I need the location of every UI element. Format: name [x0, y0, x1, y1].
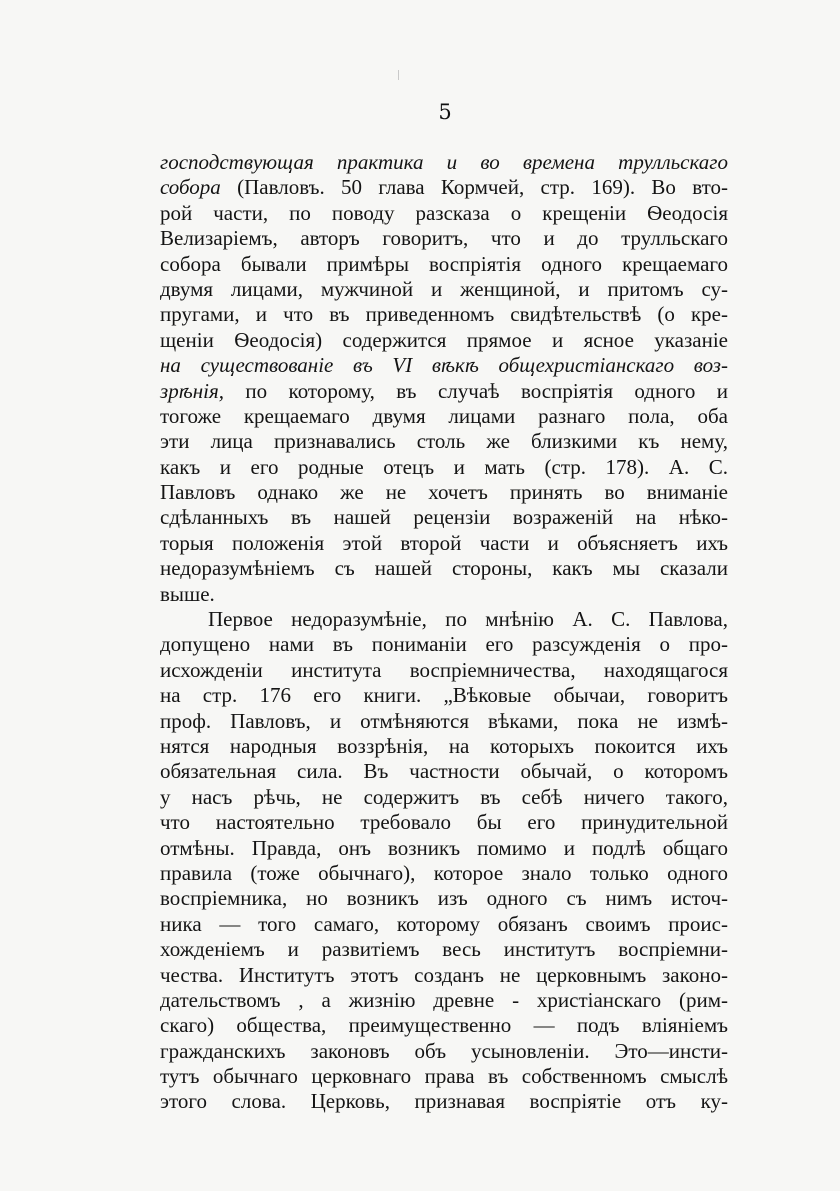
- text-line: [160, 429, 728, 454]
- text-segment: на стр. 176 его книги. „Вѣковые обычаи, говоритъ: [160, 683, 728, 708]
- text-segment: какъ и его родные отецъ и мать (стр. 178). А. С.: [160, 454, 728, 479]
- text-segment: пругами, и что въ приведенномъ свидѣтельствѣ (о кре-: [160, 302, 728, 327]
- italic-text-segment: на существованіе въ VI вѣкѣ общехристіанскаго воз-: [160, 353, 728, 378]
- text-line: [160, 582, 728, 607]
- text-line: [160, 709, 728, 734]
- text-line: [160, 201, 728, 226]
- text-line: [160, 810, 728, 835]
- text-line: [160, 175, 728, 200]
- body-text: [160, 150, 728, 1115]
- text-line: [160, 1039, 728, 1064]
- text-segment: допущено нами въ пониманіи его разсужденія о про-: [160, 632, 728, 657]
- text-line: [160, 963, 728, 988]
- page-number: 5: [438, 100, 452, 124]
- text-line: [160, 531, 728, 556]
- text-line: [160, 861, 728, 886]
- text-segment: недоразумѣніемъ съ нашей стороны, какъ мы сказали: [160, 556, 728, 581]
- text-segment: обязательная сила. Въ частности обычай, о которомъ: [160, 759, 728, 784]
- text-line: [160, 404, 728, 429]
- text-segment: исхожденіи института воспріемничества, находящагося: [160, 657, 728, 682]
- text-line: [160, 480, 728, 505]
- text-segment: торыя положенія этой второй части и объясняетъ ихъ: [160, 530, 728, 555]
- text-line: [160, 836, 728, 861]
- text-segment: рой части, по поводу разсказа о крещеніи Ѳеодосія: [160, 200, 728, 225]
- text-segment: ника — того самаго, которому обязанъ своимъ проис-: [160, 911, 728, 936]
- text-line: [160, 505, 728, 530]
- text-segment: у насъ рѣчь, не содержитъ въ себѣ ничего такого,: [160, 784, 728, 809]
- text-line: [160, 937, 728, 962]
- text-segment: двумя лицами, мужчиной и женщиной, и притомъ су-: [160, 276, 728, 301]
- text-segment: щеніи Ѳеодосія) содержится прямое и ясное указаніе: [160, 327, 728, 352]
- text-segment: отмѣны. Правда, онъ возникъ помимо и подлѣ общаго: [160, 835, 728, 860]
- text-line: [160, 379, 728, 404]
- text-line: [160, 302, 728, 327]
- text-line: [160, 252, 728, 277]
- text-segment: Павловъ однако же не хочетъ принять во вниманіе: [160, 480, 728, 505]
- scan-mark: [398, 70, 399, 80]
- text-line: [160, 353, 728, 378]
- text-line: [160, 226, 728, 251]
- text-segment: выше.: [160, 581, 215, 606]
- text-line: [160, 683, 728, 708]
- text-segment: дательствомъ , а жизнію древне - христіанскаго (рим-: [160, 987, 728, 1012]
- text-line: [160, 632, 728, 657]
- text-segment: хожденіемъ и развитіемъ весь институтъ воспріемни-: [160, 937, 728, 962]
- text-line: [160, 988, 728, 1013]
- text-segment: воспріемника, но возникъ изъ одного съ нимъ источ-: [160, 886, 728, 911]
- text-line: [160, 328, 728, 353]
- italic-text-segment: собора: [160, 175, 221, 200]
- text-line: [160, 277, 728, 302]
- text-line: [160, 759, 728, 784]
- text-segment: нятся народныя воззрѣнія, на которыхъ покоится ихъ: [160, 733, 728, 758]
- text-line: [160, 556, 728, 581]
- text-segment: тутъ обычнаго церковнаго права въ собственномъ смыслѣ: [160, 1064, 728, 1089]
- text-segment: (Павловъ. 50 глава Кормчей, стр. 169). Во вто-: [220, 175, 728, 200]
- text-segment: правила (тоже обычнаго), которое знало только одного: [160, 860, 728, 885]
- text-line: [160, 785, 728, 810]
- text-segment: Первое недоразумѣніе, по мнѣнію А. С. Павлова,: [208, 607, 728, 632]
- text-segment: проф. Павловъ, и отмѣняются вѣками, пока не измѣ-: [160, 708, 728, 733]
- italic-text-segment: зрѣнія,: [160, 378, 224, 403]
- text-segment: собора бывали примѣры воспріятія одного крещаемаго: [160, 251, 728, 276]
- text-segment: гражданскихъ законовъ объ усыновленіи. Это—инсти-: [160, 1038, 728, 1063]
- text-segment: сдѣланныхъ въ нашей рецензіи возраженій на нѣко-: [160, 505, 728, 530]
- text-segment: этого слова. Церковь, признавая воспріятіе отъ ку-: [160, 1089, 728, 1114]
- text-line: [160, 607, 728, 632]
- text-segment: тогоже крещаемаго двумя лицами разнаго пола, оба: [160, 403, 728, 428]
- text-segment: чества. Институтъ этотъ созданъ не церковнымъ законо-: [160, 962, 728, 987]
- text-line: [160, 1064, 728, 1089]
- text-line: [160, 734, 728, 759]
- text-line: [160, 1089, 728, 1114]
- text-segment: что настоятельно требовало бы его принудительной: [160, 810, 728, 835]
- text-line: [160, 658, 728, 683]
- text-line: [160, 150, 728, 175]
- text-segment: Велизаріемъ, авторъ говоритъ, что и до трулльскаго: [160, 226, 728, 251]
- text-line: [160, 1013, 728, 1038]
- text-segment: эти лица признавались столь же близкими къ нему,: [160, 429, 728, 454]
- text-line: [160, 886, 728, 911]
- text-line: [160, 912, 728, 937]
- text-segment: по которому, въ случаѣ воспріятія одного и: [223, 378, 728, 403]
- text-line: [160, 455, 728, 480]
- italic-text-segment: господствующая практика и во времена трулльскаго: [160, 150, 728, 174]
- text-segment: скаго) общества, преимущественно — подъ вліяніемъ: [160, 1013, 728, 1038]
